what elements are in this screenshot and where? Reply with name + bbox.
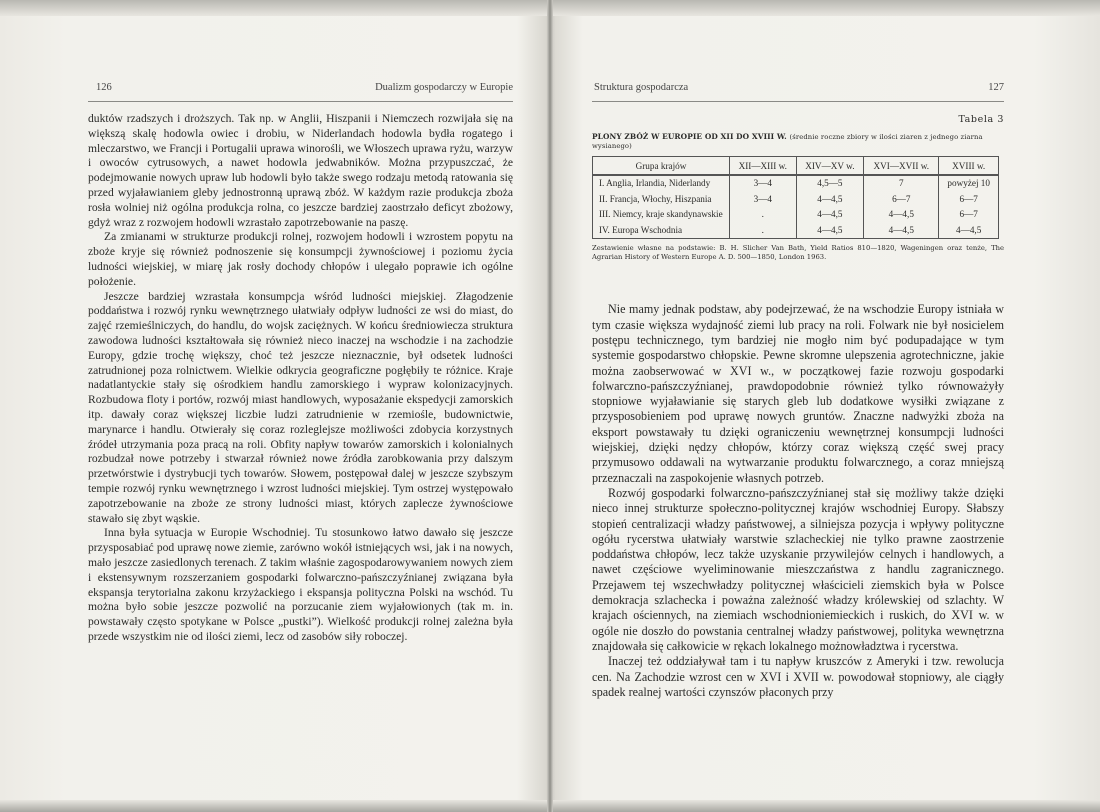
table-cell: . — [730, 223, 797, 239]
table-source-note: Zestawienie własne na podstawie: B. H. Slicher Van Bath, Yield Ratios 810—1820, Wageningen oraz tenże, The Agrarian History of Western Europe A. D. 500—1850, London 1963. — [592, 244, 1004, 262]
left-body-text — [88, 112, 513, 645]
paragraph: Nie mamy jednak podstaw, aby podejrzewać, że na wschodzie Europy istniała w tym czasie większa wydajność ziemi lub pracy na roli. Folwark nie był nosicielem postępu technicznego, tym bardziej nie mogło nim być podupadające w tym systemie gospodarstwo chłopskie. Pewne skromne ulepszenia agrotechniczne, jakie można zaobserwować w XVI w., w początkowej fazie rozwoju gospodarki folwarczno-pańszczyźnianej, prawdopodobnie również tylko równoważyły stopniowe wyjaławianie się starych gleb lub dodatkowe wysiłki związane z przysposobieniem pod uprawę nowych gruntów. Znaczne nadwyżki zboża na eksport powstawały tu dzięki ograniczeniu wewnętrznej konsumpcji ludności wiejskiej, dzięki nędzy chłopów, którzy coraz większą część swej pracy przymusowo oddawali na wytwarzanie produktu folwarcznego, a coraz mniejszą przeznaczali na zaspokojenie własnych potrzeb. — [592, 302, 1004, 485]
paragraph: Inaczej też oddziaływał tam i tu napływ kruszców z Ameryki i tzw. rewolucja cen. Na Zachodzie wzrost cen w XVI i XVII w. powodował stopniowy, ale ciągły spadek realnej wartości czynszów płaconych przy — [592, 654, 1004, 699]
running-title: Struktura gospodarcza — [594, 82, 689, 93]
table-cell: II. Francja, Włochy, Hiszpania — [593, 192, 730, 208]
paragraph: Rozwój gospodarki folwarczno-pańszczyźnianej stał się możliwy także dzięki nieco innej strukturze społeczno-politycznej krajów wschodniej Europy. Słabszy stopień centralizacji władzy państwowej, a silniejsza pozycja i wpływy polityczne ogółu rycerstwa ułatwiały warstwie szlacheckiej nie tylko prawne zaostrzenie poddaństwa chłopów, lecz także uzyskanie przywilejów celnych i handlowych, a nawet częściowe wyeliminowanie mieszczaństwa z handlu zagranicznego. Przejawem tej wszechwładzy politycznej właścicieli ziemskich była w Polsce demokracja szlachecka i poważna zależność władzy królewskiej od szlachty. W krajach ościennych, na ziemiach wschodnioniemieckich i ruskich, do XVI w. w ogóle nie doszło do powstania centralnej władzy państwowej, polityka wewnętrzna znajdowała się całkowicie w rękach lokalnego możnowładztwa i rycerstwa. — [592, 485, 1004, 653]
table-row — [593, 223, 999, 239]
table-row — [593, 192, 999, 208]
paragraph: duktów rzadszych i droższych. Tak np. w Anglii, Hiszpanii i Niemczech rozwijała się na większą skalę hodowla owiec i drobiu, w Niderlandach hodowla bydła rogatego i mleczarstwo, we Francji i Portugalii uprawa winorośli, we Włoszech uprawa ryżu, warzyw i owoców cytrusowych, a nawet hodowla jedwabników. Można przypuszczać, że podejmowanie nowych upraw lub hodowli było także swego rodzaju metodą ratowania się przed wyjaławianiem gleby jednostronną uprawą zbóż. W każdym razie produkcja zboża rosła wolniej niż ogólna produkcja rolna, co jeszcze bardziej zaostrzało deficyt zbożowy, gdyż wraz z rozwojem hodowli wzrastało zapotrzebowanie na paszę. — [88, 112, 513, 229]
table-cell: powyżej 10 — [939, 175, 999, 192]
table-cell: 4—4,5 — [939, 223, 999, 239]
table-header: Grupa krajów — [593, 157, 730, 176]
table-cell: I. Anglia, Irlandia, Niderlandy — [593, 175, 730, 192]
table-title-main: PLONY ZBÓŻ W EUROPIE OD XII DO XVIII W. — [592, 132, 787, 141]
running-title: Dualizm gospodarczy w Europie — [375, 82, 513, 93]
page-number: 127 — [988, 82, 1004, 93]
paragraph: Jeszcze bardziej wzrastała konsumpcja wśród ludności miejskiej. Złagodzenie poddaństwa i rozwój rynku wewnętrznego ułatwiały odpływ ludności ze wsi do miast, do zajęć rzemieślniczych, do handlu, do wojsk zaciężnych. W końcu średniowiecza struktura zawodowa ludności kształtowała się również nieco inaczej na wschodzie i na zachodzie Europy, gdzie trochę większy, choć też jeszcze nieznacznie, był odsetek ludności zatrudnionej poza rolnictwem. Wielkie odkrycia geograficzne pogłębiły te różnice. Kraje nadatlantyckie stały się ośrodkiem handlu zamorskiego i wypraw kolonizacyjnych. Rozbudowa floty i portów, rozwój miast handlowych, wyposażanie ekspedycji zamorskich itp. dawały coraz większej liczbie ludzi zatrudnienie w rzemiośle, budownictwie, marynarce i handlu. Otwierały się coraz rozleglejsze możliwości zdobycia korzystnych źródeł utrzymania poza pracą na roli. Obfity napływ towarów zamorskich i kolonialnych rozbudzał nowe potrzeby i stwarzał również nowe źródła zarobkowania przy dalszym przetwórstwie i dystrybucji tych towarów. Słowem, postępował dalej w jeszcze szybszym tempie rozwój rynku wewnętrznego i wzrost ludności miejskiej. Tym ostrzej występowało zapotrzebowanie na zboże ze strony ludności miast, których zaplecze żywnościowe stawało się zbyt wąskie. — [88, 289, 513, 525]
left-running-head — [88, 82, 513, 102]
paragraph: Za zmianami w strukturze produkcji rolnej, rozwojem hodowli i wzrostem popytu na zboże kryje się również podnoszenie się konsumpcji żywnościowej i poziomu życia ludności wiejskiej, w miarę jak rosły dochody chłopów i ulegało poprawie ich ogólne położenie. — [88, 230, 513, 288]
table-header: XII—XIII w. — [730, 157, 797, 176]
table-cell: 4—4,5 — [864, 223, 939, 239]
table-cell: . — [730, 207, 797, 223]
table-cell: 4—4,5 — [796, 207, 864, 223]
table-cell: 4,5—5 — [796, 175, 864, 192]
left-page — [88, 82, 513, 645]
table-title — [592, 132, 1004, 150]
table-cell: 4—4,5 — [796, 223, 864, 239]
page-number: 126 — [96, 82, 112, 93]
grain-yield-table — [592, 156, 999, 239]
table-title-sub: (średnie roczne zbiory w ilości ziaren z jednego ziarna wysianego) — [592, 133, 983, 150]
table-cell: 3—4 — [730, 192, 797, 208]
table-cell: 7 — [864, 175, 939, 192]
right-body-text — [592, 302, 1004, 700]
table-cell: 4—4,5 — [864, 207, 939, 223]
table-cell: 6—7 — [864, 192, 939, 208]
right-running-head — [592, 82, 1004, 102]
table-cell: 3—4 — [730, 175, 797, 192]
table-header: XVI—XVII w. — [864, 157, 939, 176]
table-cell: 6—7 — [939, 207, 999, 223]
book-gutter — [547, 0, 553, 812]
table-cell: 6—7 — [939, 192, 999, 208]
paragraph: Inna była sytuacja w Europie Wschodniej. Tu stosunkowo łatwo dawało się jeszcze przysposabiać pod uprawę nowe ziemie, zarówno wokół istniejących wsi, jak i na nowych, mało jeszcze zasiedlonych terenach. Z takim właśnie zagospodarowywaniem nowych ziem i ekstensywnym rozszerzaniem gospodarki folwarczno-pańszczyźnianej związana była ekspansja terytorialna zakonu krzyżackiego i ekspansja polityczna Polski na wschód. Tu można było sobie jeszcze pozwolić na porzucanie ziem wyjałowionych (tak m. in. powstawały często spotykane w Polsce „pustki”). Wielkość produkcji rolnej zależna była przede wszystkim nie od ilości ziemi, lecz od zasobów siły roboczej. — [88, 526, 513, 643]
table-row — [593, 175, 999, 192]
table-header-row — [593, 157, 999, 176]
table-label: Tabela 3 — [958, 114, 1004, 125]
right-page — [592, 82, 1004, 700]
table-header: XIV—XV w. — [796, 157, 864, 176]
table-cell: IV. Europa Wschodnia — [593, 223, 730, 239]
table-cell: 4—4,5 — [796, 192, 864, 208]
table-cell: III. Niemcy, kraje skandynawskie — [593, 207, 730, 223]
table-header: XVIII w. — [939, 157, 999, 176]
table-row — [593, 207, 999, 223]
